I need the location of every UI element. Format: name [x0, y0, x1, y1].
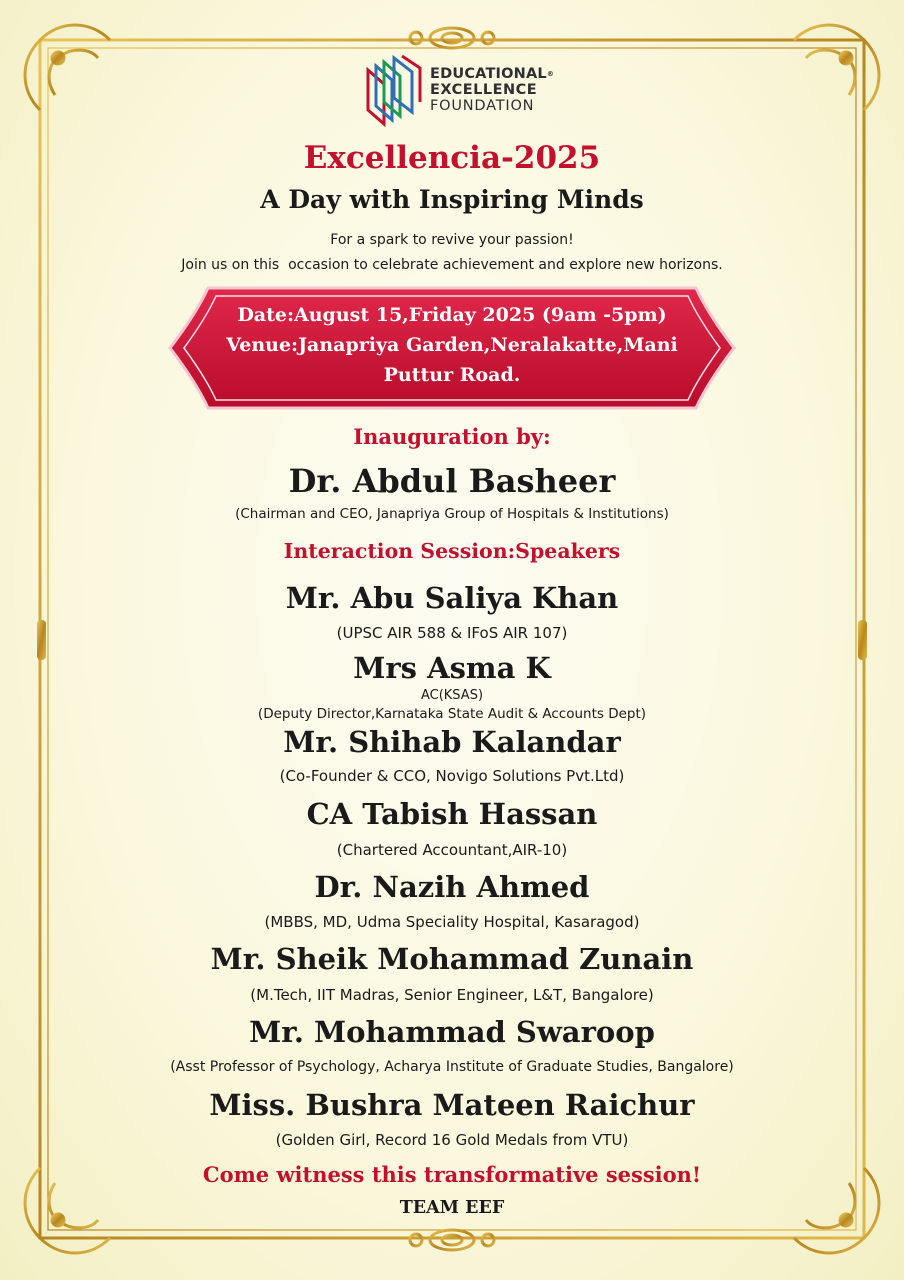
logo-line-excellence: EXCELLENCE [430, 82, 538, 98]
event-subtitle: A Day with Inspiring Minds [260, 185, 644, 214]
speaker-name: Mr. Sheik Mohammad Zunain [210, 942, 694, 976]
bottom-center-ornament [360, 1230, 544, 1250]
top-center-ornament [360, 28, 544, 48]
registered-mark: ® [546, 70, 555, 78]
speaker-name: Mr. Abu Saliya Khan [285, 581, 619, 615]
speaker-role: (Co-Founder & CCO, Novigo Solutions Pvt.Ltd) [279, 767, 625, 785]
speaker-name: Miss. Bushra Mateen Raichur [209, 1088, 695, 1122]
speaker-role: (Asst Professor of Psychology, Acharya Institute of Graduate Studies, Bangalore) [170, 1059, 734, 1075]
speaker-role: (UPSC AIR 588 & IFoS AIR 107) [336, 624, 568, 642]
speaker-name: CA Tabish Hassan [306, 797, 598, 831]
inaugurator-name: Dr. Abdul Basheer [288, 462, 616, 500]
speaker-name: Dr. Nazih Ahmed [314, 870, 590, 904]
speaker-role: (MBBS, MD, Udma Speciality Hospital, Kasaragod) [264, 913, 640, 931]
event-venue-line2: Puttur Road. [383, 364, 521, 386]
speaker-name: Mr. Mohammad Swaroop [249, 1015, 655, 1049]
event-venue-line1: Venue:Janapriya Garden,Neralakatte,Mani [226, 334, 678, 356]
speaker-role: (Chartered Accountant,AIR-10) [336, 841, 568, 859]
speaker-name: Mrs Asma K [353, 651, 551, 685]
eef-logo [362, 52, 572, 132]
logo-line-educational: EDUCATIONAL® [430, 66, 555, 82]
call-to-action: Come witness this transformative session! [202, 1162, 702, 1187]
speaker-role: (Deputy Director,Karnataka State Audit & Accounts Dept) [257, 706, 647, 722]
team-signature: TEAM EEF [399, 1198, 505, 1218]
event-title: Excellencia-2025 [303, 140, 601, 176]
logo-line-foundation: FOUNDATION [430, 98, 535, 114]
tagline-join: Join us on this occasion to celebrate achievement and explore new horizons. [181, 257, 723, 273]
corner-flourish-top-right [794, 25, 879, 110]
session-label: Interaction Session:Speakers [283, 539, 621, 563]
speaker-role: (Golden Girl, Record 16 Gold Medals from VTU) [275, 1131, 629, 1149]
speaker-role-prefix: AC(KSAS) [420, 688, 484, 703]
eef-logo-icon [362, 52, 424, 128]
speaker-name: Mr. Shihab Kalandar [283, 725, 621, 759]
speaker-role: (M.Tech, IIT Madras, Senior Engineer, L&T, Bangalore) [250, 986, 654, 1004]
banner-text [168, 300, 736, 390]
corner-flourish-top-left [25, 25, 110, 110]
inauguration-label: Inauguration by: [353, 424, 551, 449]
inaugurator-role: (Chairman and CEO, Janapriya Group of Hospitals & Institutions) [235, 506, 669, 522]
tagline-spark: For a spark to revive your passion! [330, 232, 574, 248]
event-date: Date:August 15,Friday 2025 (9am -5pm) [237, 304, 667, 326]
